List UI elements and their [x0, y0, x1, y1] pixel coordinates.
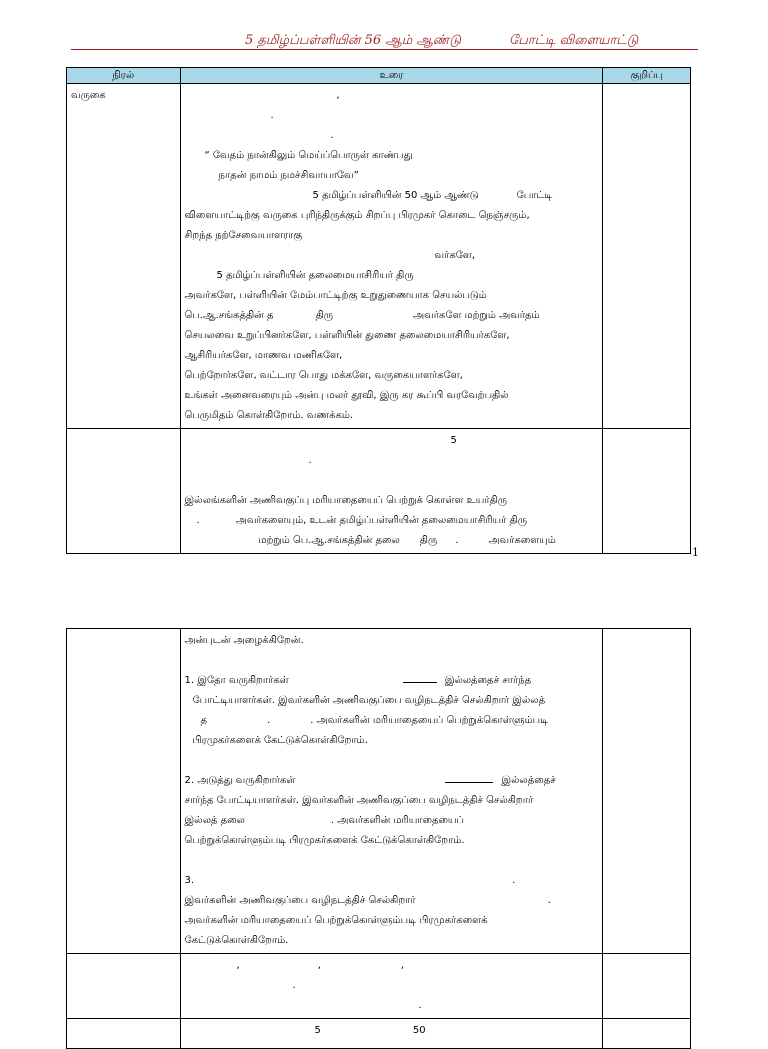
table-row [67, 954, 691, 1019]
header-rule [71, 49, 698, 50]
text-line: பெருமிதம் கொள்கிறோம். வணக்கம். [184, 410, 354, 421]
text-line: அன்புடன் அழைக்கிறேன். [184, 635, 304, 646]
item-cell [67, 84, 181, 429]
text-line: . [330, 130, 334, 141]
text-line [185, 186, 599, 206]
text-fragment: இல்லத்தைச் சார்ந்த [444, 675, 532, 686]
text-cell [180, 629, 603, 954]
item-cell [67, 429, 181, 554]
text-line: செயலவை உறுப்பினர்களே, பள்ளியின் துணை தலைமையாசிரியர்களே, [184, 330, 510, 341]
text-line: நாதன் நாமம் நமச்சிவாயாவே” [218, 170, 359, 181]
text-fragment: அவர்களையும் [488, 535, 556, 546]
text-fragment: இவர்களின் அணிவகுப்பை வழிநடத்திச் செல்கிறார் [184, 895, 416, 906]
text-line: அவர்களின் மரியாதையைப் பெற்றுக்கொள்ளும்படி பிரமுகர்களைக் [184, 915, 488, 926]
table-row [67, 629, 691, 954]
column-header-notes: குறிப்பு [603, 68, 691, 84]
text-fragment: அவர்களே மற்றும் அவர்தம் [413, 310, 540, 321]
text-line: போட்டியாளர்கள். இவர்களின் அணிவகுப்பை வழிநடத்திச் செல்கிறார் இல்லத் [192, 695, 546, 706]
text-line [185, 811, 599, 831]
text-line: , [336, 90, 340, 101]
text-fragment: . அவர்களின் மரியாதையைப் பெற்றுக்கொள்ளும்படி [310, 715, 549, 726]
text-fragment: இல்லத் தலை [184, 815, 245, 826]
blank-line [185, 471, 599, 491]
text-fragment: திரு [315, 310, 334, 321]
text-line: உங்கள் அனைவரையும் அன்பு மலர் தூவி, இரு கர கூப்பி வரவேற்பதில் [184, 390, 509, 401]
notes-cell [603, 1019, 691, 1049]
text-fragment: அவர்களையும், உடன் தமிழ்ப்பள்ளியின் தலைமையாசிரியர் திரு [235, 515, 527, 526]
text-line: . [270, 110, 274, 121]
text-cell [180, 429, 603, 554]
table-row [67, 429, 691, 554]
text-line: பெற்றுக்கொள்ளும்படி பிரமுகர்களைக் கேட்டுக்கொள்கிறோம். [184, 835, 465, 846]
program-table-page1 [66, 67, 691, 554]
text-line [185, 531, 599, 551]
text-fragment: . [512, 875, 516, 886]
blank-underline [445, 772, 493, 783]
notes-cell [603, 629, 691, 954]
text-line: . [418, 1000, 422, 1011]
text-line: வர்களே, [434, 250, 476, 261]
text-line: ஆசிரியர்களே, மாணவ மணிகளே, [184, 350, 343, 361]
text-fragment: . [455, 535, 459, 546]
text-fragment: பெ.ஆ.சங்கத்தின் த [184, 310, 274, 321]
text-fragment: 50 [412, 1025, 426, 1036]
text-cell [180, 954, 603, 1019]
text-line [185, 511, 599, 531]
text-fragment: . அவர்களின் மரியாதையைப் [330, 815, 464, 826]
text-fragment: , [317, 960, 321, 971]
text-fragment: , [236, 960, 240, 971]
text-fragment: 3. [184, 875, 195, 886]
column-header-item: நிரல் [67, 68, 181, 84]
program-table-page2 [66, 628, 691, 1049]
text-fragment: . [267, 715, 271, 726]
table-header-row [67, 68, 691, 84]
text-line [185, 771, 599, 791]
text-line: . [292, 980, 296, 991]
text-line: விளையாட்டிற்கு வருகை புரிந்திருக்கும் சிறப்பு பிரமுகர் கொடை நெஞ்சரும், [184, 210, 530, 221]
header-title-left: 5 தமிழ்ப்பள்ளியின் 56 ஆம் ஆண்டு [245, 33, 461, 48]
document-header [245, 33, 638, 49]
blank-line [185, 651, 599, 671]
text-line: இல்லங்களின் அணிவகுப்பு மரியாதையைப் பெற்றுக் கொள்ள உயர்திரு [184, 495, 508, 506]
text-fragment: போட்டி [516, 190, 553, 201]
text-fragment: 1. இதோ வருகிறார்கள் [184, 675, 289, 686]
text-fragment: 2. அடுத்து வருகிறார்கள் [184, 775, 296, 786]
text-fragment: திரு [419, 535, 438, 546]
page-number: 1 [692, 546, 699, 559]
item-cell [67, 1019, 181, 1049]
text-line: 5 [450, 435, 457, 446]
text-line [185, 671, 599, 691]
text-line [185, 1021, 599, 1041]
text-line: 5 தமிழ்ப்பள்ளியின் தலைமையாசிரியர் திரு [216, 270, 414, 281]
blank-underline [403, 672, 437, 683]
text-line: “ வேதம் நான்கிலும் மெய்ப்பொருள் காண்பது [204, 150, 413, 161]
text-line: . [308, 455, 312, 466]
item-label: வருகை [71, 90, 106, 101]
text-fragment: 5 தமிழ்ப்பள்ளியின் 50 ஆம் ஆண்டு [312, 190, 479, 201]
text-fragment: , [400, 960, 405, 971]
blank-line [185, 751, 599, 771]
item-cell [67, 629, 181, 954]
blank-line [185, 851, 599, 871]
table-row [67, 84, 691, 429]
table-row [67, 1019, 691, 1049]
text-line: சார்ந்த போட்டியாளர்கள். இவர்களின் அணிவகுப்பை வழிநடத்திச் செல்கிறார் [184, 795, 534, 806]
text-line [185, 891, 599, 911]
item-cell [67, 954, 181, 1019]
text-line: அவர்களே, பள்ளியின் மேம்பாட்டிற்கு உறுதுணையாக செயல்படும் [184, 290, 487, 301]
text-line: சிறந்த நற்சேவையாளராகு [184, 230, 303, 241]
text-cell [180, 84, 603, 429]
column-header-text: உரை [180, 68, 603, 84]
text-line: பிரமுகர்களைக் கேட்டுக்கொள்கிறோம். [192, 735, 368, 746]
text-fragment: த [200, 715, 208, 726]
text-line [185, 711, 599, 731]
text-line: பெற்றோர்களே, வட்டார பொது மக்களே, வருகையாளர்களே, [184, 370, 463, 381]
notes-cell [603, 84, 691, 429]
notes-cell [603, 954, 691, 1019]
text-line [185, 306, 599, 326]
text-fragment: மற்றும் பெ.ஆ.சங்கத்தின் தலை [258, 535, 400, 546]
text-fragment: 5 [314, 1025, 321, 1036]
text-fragment: . [196, 515, 200, 526]
text-cell [180, 1019, 603, 1049]
text-line [185, 871, 599, 891]
text-line [185, 956, 599, 976]
text-fragment: . [547, 895, 551, 906]
notes-cell [603, 429, 691, 554]
header-title-right: போட்டி விளையாட்டு [508, 33, 639, 48]
text-fragment: இல்லத்தைச் [501, 775, 556, 786]
text-line: கேட்டுக்கொள்கிறோம். [184, 935, 289, 946]
